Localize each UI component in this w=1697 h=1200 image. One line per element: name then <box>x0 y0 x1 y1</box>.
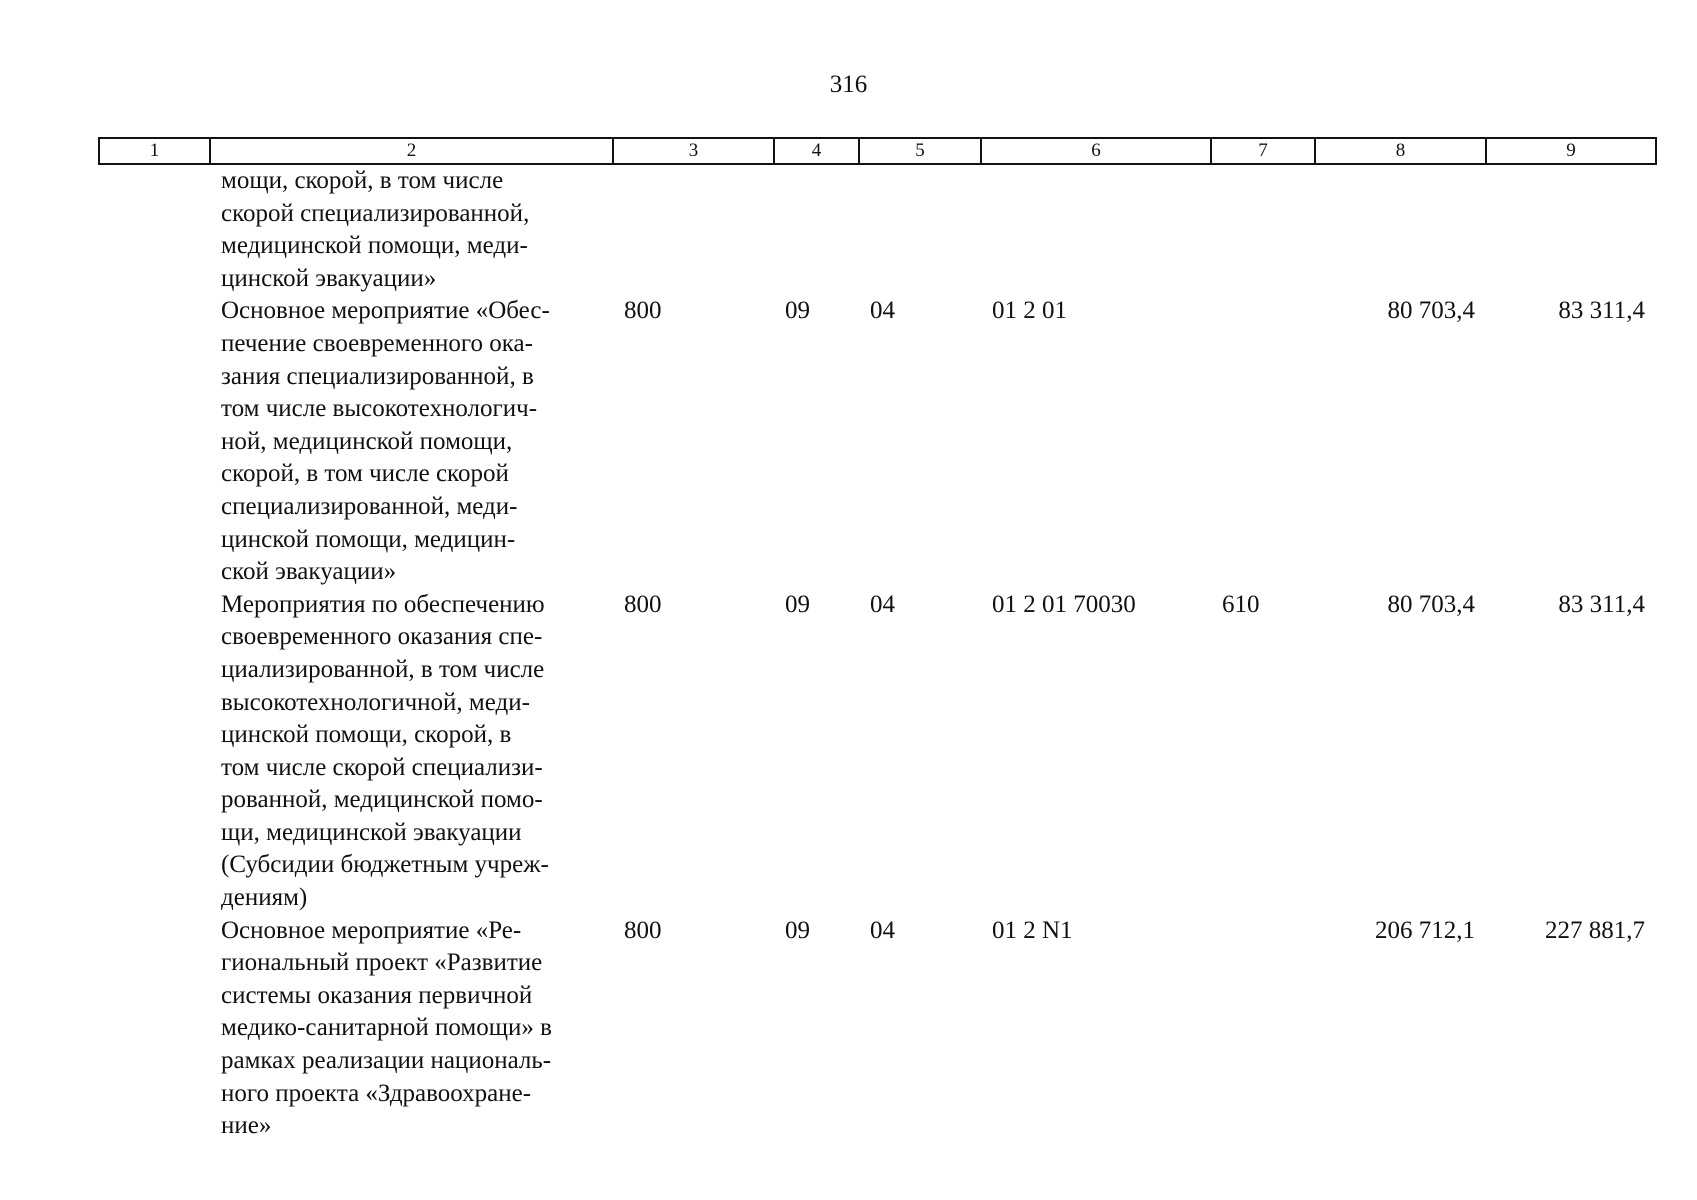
name-line: скорой, в том числе скорой <box>221 460 509 488</box>
column-number-8: 8 <box>1315 138 1486 164</box>
cell-amount-col8: 80 703,4 <box>1387 590 1475 618</box>
name-line: рованной, медицинской помо- <box>221 786 543 814</box>
column-number-9: 9 <box>1486 138 1656 164</box>
cell-col1 <box>99 164 210 295</box>
name-line: своевременного оказания спе- <box>221 623 543 651</box>
name-line: скорой специализированной, <box>221 199 530 227</box>
name-line: мощи, скорой, в том числе <box>221 167 504 194</box>
name-line: рамках реализации националь- <box>221 1047 552 1075</box>
cell-expense-type <box>1211 164 1315 295</box>
cell-subsection-code: 04 <box>870 590 895 618</box>
cell-amount-col8: 206 712,1 <box>1375 916 1475 944</box>
cell-department-code <box>613 164 774 295</box>
name-line: Основное мероприятие «Обес- <box>221 297 550 325</box>
cell-amount-col9: 83 311,4 <box>1558 297 1645 325</box>
name-line: гиональный проект «Развитие <box>221 949 543 977</box>
cell-expense-type <box>1211 915 1315 1143</box>
name-line: ного проекта «Здравоохране- <box>221 1079 532 1107</box>
table-row <box>99 589 1656 915</box>
name-line: том числе скорой специализи- <box>221 753 543 781</box>
name-line: цинской помощи, медицин- <box>221 525 516 553</box>
column-number-2: 2 <box>210 138 613 164</box>
column-number-3: 3 <box>613 138 774 164</box>
name-line: высокотехнологичной, меди- <box>221 688 530 716</box>
name-line: цинской помощи, скорой, в <box>221 721 512 749</box>
name-line: медико-санитарной помощи» в <box>221 1014 552 1042</box>
cell-target-article: 01 2 01 70030 <box>992 590 1136 618</box>
cell-col1 <box>99 295 210 588</box>
cell-target-article: 01 2 01 <box>992 297 1067 325</box>
page-number: 316 <box>829 71 868 98</box>
name-line: цинской эвакуации» <box>221 264 437 292</box>
cell-name <box>210 915 613 1143</box>
cell-subsection-code: 04 <box>870 297 895 325</box>
name-line: ской эвакуации» <box>221 558 397 586</box>
name-line: медицинской помощи, меди- <box>221 232 528 260</box>
name-line: (Субсидии бюджетным учреж- <box>221 851 549 879</box>
header-row <box>99 138 1656 164</box>
cell-amount-col9: 83 311,4 <box>1558 590 1645 618</box>
name-line: Основное мероприятие «Ре- <box>221 916 522 944</box>
table-row <box>99 295 1656 588</box>
cell-section-code: 09 <box>785 297 810 325</box>
column-number-4: 4 <box>774 138 859 164</box>
table-row <box>99 915 1656 1143</box>
name-line: циализированной, в том числе <box>221 655 545 683</box>
cell-department-code: 800 <box>624 297 662 325</box>
cell-section-code <box>774 164 859 295</box>
budget-table <box>98 137 1657 1143</box>
cell-col1 <box>99 915 210 1143</box>
cell-subsection-code: 04 <box>870 916 895 944</box>
name-line: Мероприятия по обеспечению <box>221 590 545 618</box>
cell-amount-col8: 80 703,4 <box>1387 297 1475 325</box>
cell-target-article: 01 2 N1 <box>992 916 1073 944</box>
cell-amount-col8 <box>1315 164 1486 295</box>
column-number-1: 1 <box>99 138 210 164</box>
name-line: системы оказания первичной <box>221 981 533 1009</box>
name-line: том числе высокотехнологич- <box>221 395 538 423</box>
name-line: специализированной, меди- <box>221 492 518 520</box>
cell-target-article <box>981 164 1211 295</box>
name-line: зания специализированной, в <box>221 362 534 390</box>
table-row <box>99 164 1656 295</box>
cell-expense-type <box>1211 295 1315 588</box>
table-body <box>99 164 1656 1143</box>
name-line: ной, медицинской помощи, <box>221 427 513 455</box>
cell-name <box>210 589 613 915</box>
cell-col1 <box>99 589 210 915</box>
cell-name <box>210 164 613 295</box>
cell-expense-type: 610 <box>1222 590 1260 618</box>
column-number-7: 7 <box>1211 138 1315 164</box>
column-number-5: 5 <box>859 138 981 164</box>
name-line: щи, медицинской эвакуации <box>221 818 522 846</box>
cell-department-code: 800 <box>624 590 662 618</box>
cell-amount-col9: 227 881,7 <box>1545 916 1645 944</box>
cell-section-code: 09 <box>785 916 810 944</box>
name-line: дениям) <box>221 884 308 912</box>
name-line: печение своевременного ока- <box>221 329 533 357</box>
name-line: ние» <box>221 1112 272 1140</box>
table-header <box>99 138 1656 164</box>
cell-name <box>210 295 613 588</box>
cell-amount-col9 <box>1486 164 1656 295</box>
column-number-6: 6 <box>981 138 1211 164</box>
cell-department-code: 800 <box>624 916 662 944</box>
cell-section-code: 09 <box>785 590 810 618</box>
cell-subsection-code <box>859 164 981 295</box>
